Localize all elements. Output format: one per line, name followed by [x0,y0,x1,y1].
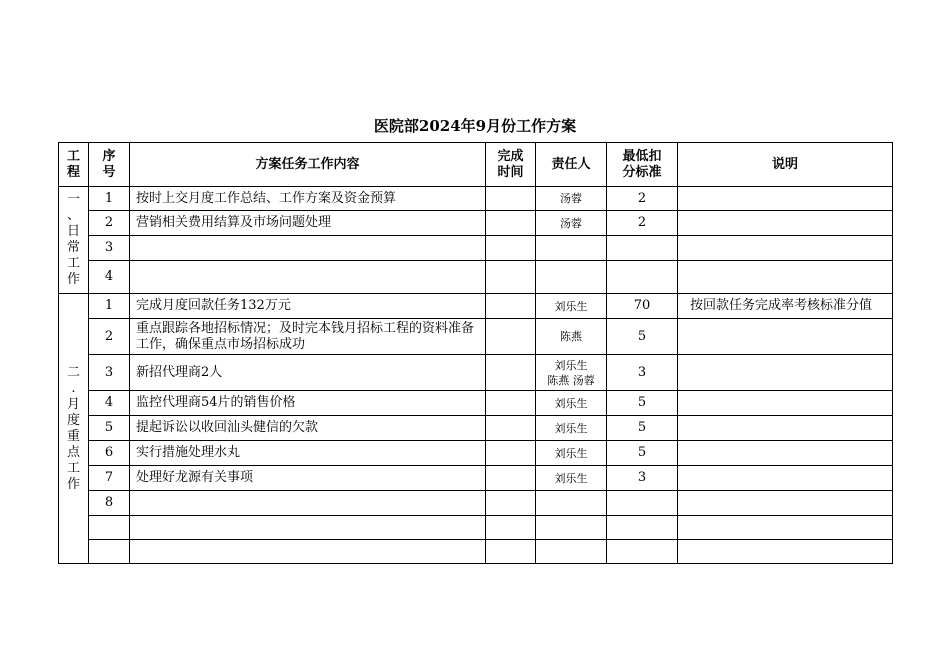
header-section: 工程 [59,143,89,187]
remark [678,236,893,261]
remark [678,211,893,236]
remark [678,416,893,441]
row-number: 4 [89,261,130,294]
row-number: 8 [89,491,130,516]
document-title: 医院部2024年9月份工作方案 [373,117,577,135]
owner-name: 汤蓉 [536,187,607,211]
remark [678,261,893,294]
table-row [59,416,893,441]
table-row [59,441,893,466]
done-time [486,355,536,391]
remark [678,391,893,416]
min-score: 5 [607,319,678,355]
row-number: 7 [89,466,130,491]
owner-name: 刘乐生 [536,466,607,491]
header-index: 序号 [89,143,130,187]
task-content [130,236,486,261]
row-number: 4 [89,391,130,416]
header-remark: 说明 [678,143,893,187]
table-row [59,491,893,516]
table-row [59,211,893,236]
table-row [59,236,893,261]
header-row [59,143,893,187]
owner-name: 刘乐生 [536,416,607,441]
header-content: 方案任务工作内容 [130,143,486,187]
owner-name: 刘乐生 [536,294,607,319]
task-content [130,491,486,516]
done-time [486,516,536,540]
table-row [59,540,893,564]
row-number: 3 [89,236,130,261]
header-min-score: 最低扣分标准 [607,143,678,187]
header-done-time: 完成时间 [486,143,536,187]
done-time [486,187,536,211]
min-score [607,236,678,261]
section-label: 一 、 日 常 工 作 [59,187,89,294]
row-number: 2 [89,319,130,355]
min-score: 3 [607,466,678,491]
task-content: 处理好龙源有关事项 [130,466,486,491]
min-score: 2 [607,211,678,236]
table-row [59,391,893,416]
table-row [59,319,893,355]
remark [678,540,893,564]
task-content [130,261,486,294]
min-score [607,491,678,516]
task-content: 提起诉讼以收回汕头健信的欠款 [130,416,486,441]
row-number: 6 [89,441,130,466]
table-row [59,187,893,211]
table-row [59,516,893,540]
owner-name: 汤蓉 [536,211,607,236]
task-content [130,516,486,540]
done-time [486,416,536,441]
task-content: 按时上交月度工作总结、工作方案及资金预算 [130,187,486,211]
work-plan-table [58,142,893,564]
min-score [607,516,678,540]
remark [678,187,893,211]
remark [678,516,893,540]
row-number: 1 [89,187,130,211]
min-score: 5 [607,416,678,441]
min-score [607,540,678,564]
done-time [486,491,536,516]
table-row [59,466,893,491]
done-time [486,540,536,564]
owner-name: 刘乐生 陈燕 汤蓉 [536,355,607,391]
owner-name [536,491,607,516]
row-number: 5 [89,416,130,441]
table-row [59,355,893,391]
task-content: 营销相关费用结算及市场问题处理 [130,211,486,236]
task-content [130,540,486,564]
min-score [607,261,678,294]
done-time [486,319,536,355]
row-number [89,516,130,540]
row-number [89,540,130,564]
done-time [486,441,536,466]
row-number: 1 [89,294,130,319]
table-row [59,261,893,294]
task-content: 监控代理商54片的销售价格 [130,391,486,416]
task-content: 新招代理商2人 [130,355,486,391]
owner-name [536,516,607,540]
done-time [486,261,536,294]
done-time [486,211,536,236]
done-time [486,466,536,491]
owner-name: 陈燕 [536,319,607,355]
remark [678,466,893,491]
remark [678,355,893,391]
done-time [486,236,536,261]
task-content: 重点跟踪各地招标情况；及时完本钱月招标工程的资料准备工作，确保重点市场招标成功 [130,319,486,355]
owner-name [536,236,607,261]
min-score: 2 [607,187,678,211]
remark [678,319,893,355]
min-score: 70 [607,294,678,319]
min-score: 5 [607,441,678,466]
task-content: 完成月度回款任务132万元 [130,294,486,319]
owner-name [536,540,607,564]
header-owner: 责任人 [536,143,607,187]
section-label: 二 . 月 度 重 点 工 作 [59,294,89,564]
task-content: 实行措施处理水丸 [130,441,486,466]
row-number: 2 [89,211,130,236]
min-score: 5 [607,391,678,416]
remark [678,441,893,466]
remark: 按回款任务完成率考核标准分值 [678,294,893,319]
owner-name [536,261,607,294]
owner-name: 刘乐生 [536,441,607,466]
min-score: 3 [607,355,678,391]
table-row [59,294,893,319]
done-time [486,391,536,416]
row-number: 3 [89,355,130,391]
done-time [486,294,536,319]
remark [678,491,893,516]
owner-name: 刘乐生 [536,391,607,416]
